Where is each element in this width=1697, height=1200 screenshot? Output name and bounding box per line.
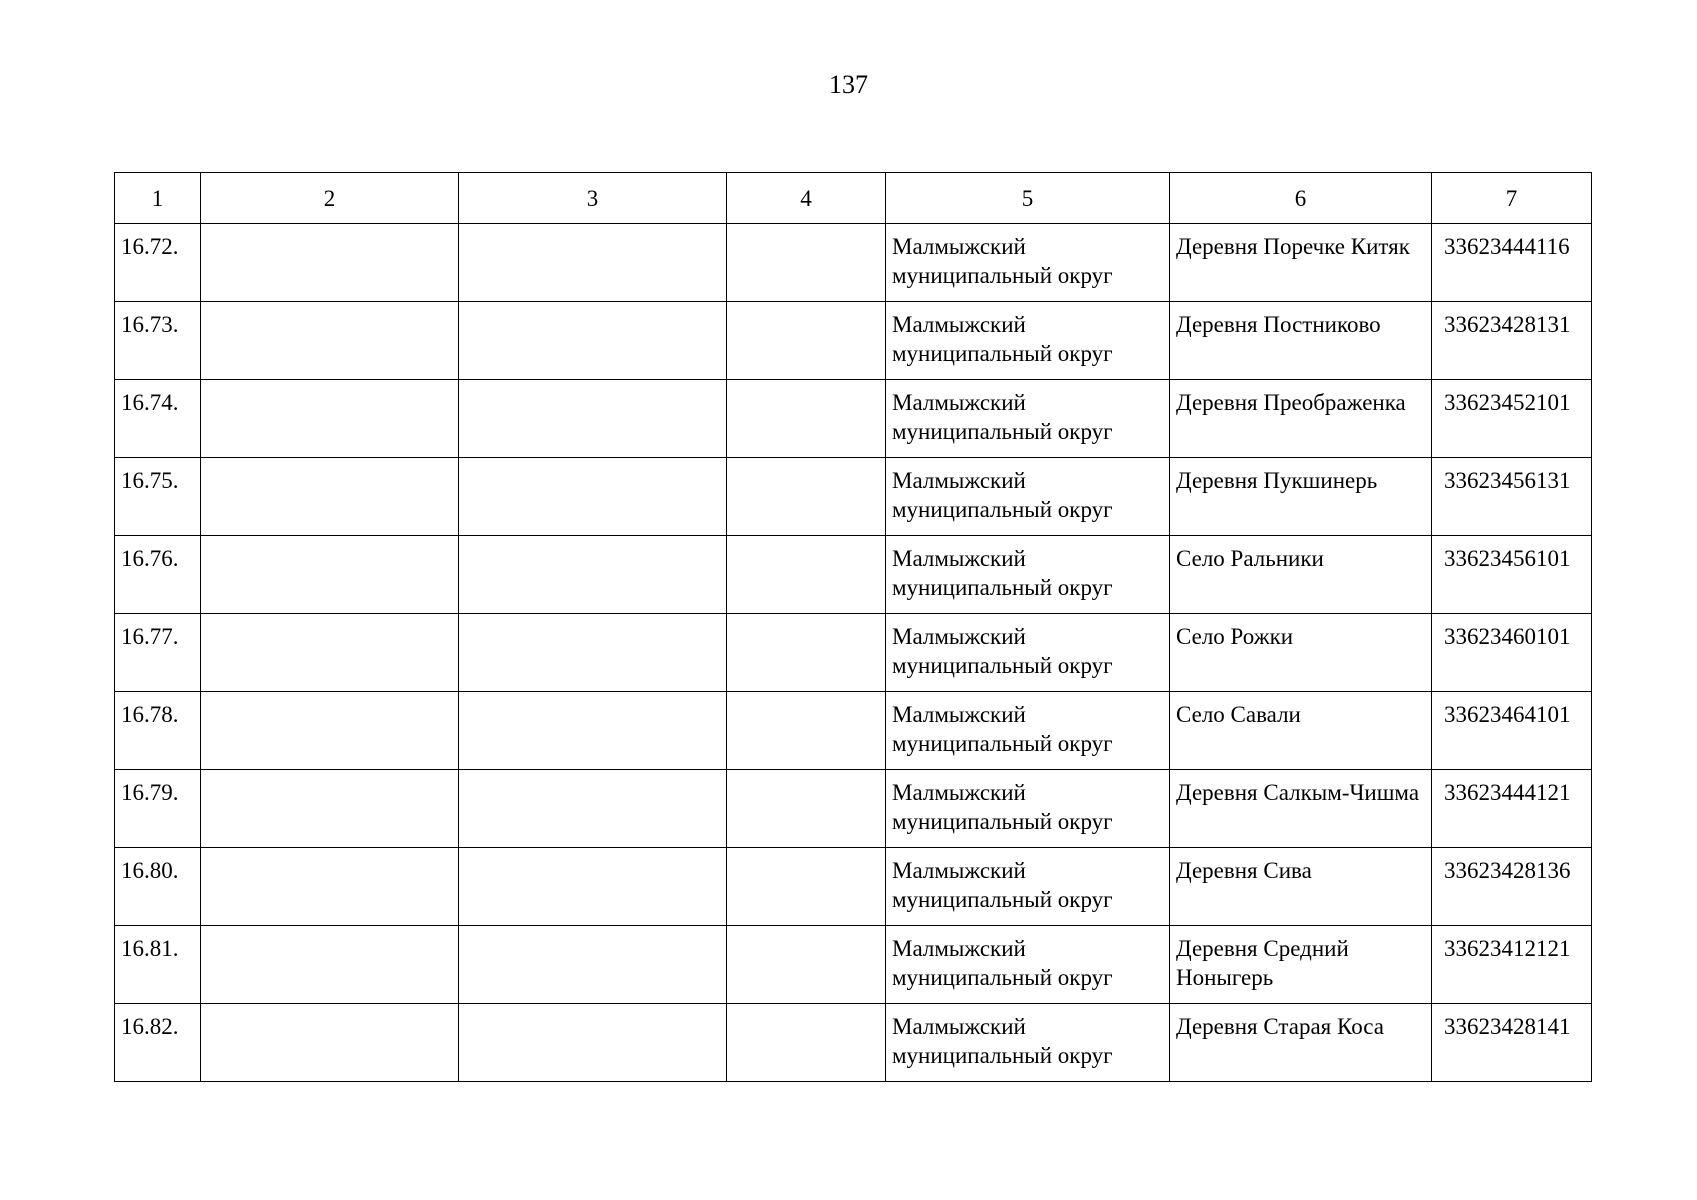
table-row [115,536,1592,614]
empty-cell [459,770,727,848]
empty-cell [201,536,459,614]
district-cell: Малмыжский муниципальный округ [886,224,1170,302]
empty-cell [727,302,886,380]
empty-cell [201,380,459,458]
page-number: 137 [829,70,868,99]
header-row [115,173,1592,224]
column-header: 4 [727,173,886,224]
code-cell: 33623460101 [1432,614,1592,692]
code-cell: 33623444121 [1432,770,1592,848]
table-row [115,302,1592,380]
row-number: 16.80. [115,848,201,926]
empty-cell [727,536,886,614]
settlement-cell: Деревня Сива [1170,848,1432,926]
table-row [115,1004,1592,1082]
district-cell: Малмыжский муниципальный округ [886,302,1170,380]
empty-cell [459,458,727,536]
settlement-cell: Деревня Преображенка [1170,380,1432,458]
code-cell: 33623428131 [1432,302,1592,380]
empty-cell [459,302,727,380]
column-header: 6 [1170,173,1432,224]
table-row [115,458,1592,536]
district-cell: Малмыжский муниципальный округ [886,1004,1170,1082]
district-cell: Малмыжский муниципальный округ [886,692,1170,770]
district-cell: Малмыжский муниципальный округ [886,926,1170,1004]
empty-cell [201,848,459,926]
empty-cell [201,224,459,302]
district-cell: Малмыжский муниципальный округ [886,536,1170,614]
district-cell: Малмыжский муниципальный округ [886,458,1170,536]
empty-cell [727,380,886,458]
code-cell: 33623456131 [1432,458,1592,536]
table-row [115,848,1592,926]
empty-cell [201,1004,459,1082]
empty-cell [459,1004,727,1082]
code-cell: 33623464101 [1432,692,1592,770]
table-row [115,692,1592,770]
empty-cell [201,302,459,380]
row-number: 16.79. [115,770,201,848]
table-row [115,926,1592,1004]
district-cell: Малмыжский муниципальный округ [886,848,1170,926]
empty-cell [459,614,727,692]
column-header: 1 [115,173,201,224]
empty-cell [459,848,727,926]
table-row [115,770,1592,848]
empty-cell [459,224,727,302]
code-cell: 33623428136 [1432,848,1592,926]
row-number: 16.73. [115,302,201,380]
settlement-cell: Село Рожки [1170,614,1432,692]
table-row [115,614,1592,692]
empty-cell [727,614,886,692]
code-cell: 33623452101 [1432,380,1592,458]
district-cell: Малмыжский муниципальный округ [886,380,1170,458]
empty-cell [727,692,886,770]
code-cell: 33623444116 [1432,224,1592,302]
code-cell: 33623412121 [1432,926,1592,1004]
table-row [115,380,1592,458]
row-number: 16.74. [115,380,201,458]
code-cell: 33623428141 [1432,1004,1592,1082]
empty-cell [201,770,459,848]
row-number: 16.81. [115,926,201,1004]
settlement-cell: Деревня Старая Коса [1170,1004,1432,1082]
row-number: 16.77. [115,614,201,692]
settlement-cell: Деревня Постниково [1170,302,1432,380]
column-header: 2 [201,173,459,224]
settlement-cell: Село Ральники [1170,536,1432,614]
column-header: 3 [459,173,727,224]
row-number: 16.82. [115,1004,201,1082]
empty-cell [201,614,459,692]
column-header: 7 [1432,173,1592,224]
empty-cell [727,1004,886,1082]
settlement-cell: Деревня Поречке Китяк [1170,224,1432,302]
empty-cell [459,380,727,458]
settlement-cell: Деревня Средний Ноныгерь [1170,926,1432,1004]
empty-cell [459,926,727,1004]
settlement-cell: Деревня Салкым-Чишма [1170,770,1432,848]
empty-cell [201,458,459,536]
district-cell: Малмыжский муниципальный округ [886,614,1170,692]
column-header: 5 [886,173,1170,224]
district-cell: Малмыжский муниципальный округ [886,770,1170,848]
row-number: 16.78. [115,692,201,770]
empty-cell [727,458,886,536]
empty-cell [201,692,459,770]
empty-cell [727,224,886,302]
table-row [115,224,1592,302]
empty-cell [459,536,727,614]
row-number: 16.75. [115,458,201,536]
settlement-cell: Деревня Пукшинерь [1170,458,1432,536]
settlements-table [114,172,1592,1082]
empty-cell [201,926,459,1004]
empty-cell [727,770,886,848]
row-number: 16.76. [115,536,201,614]
empty-cell [727,926,886,1004]
settlement-cell: Село Савали [1170,692,1432,770]
code-cell: 33623456101 [1432,536,1592,614]
empty-cell [727,848,886,926]
row-number: 16.72. [115,224,201,302]
empty-cell [459,692,727,770]
